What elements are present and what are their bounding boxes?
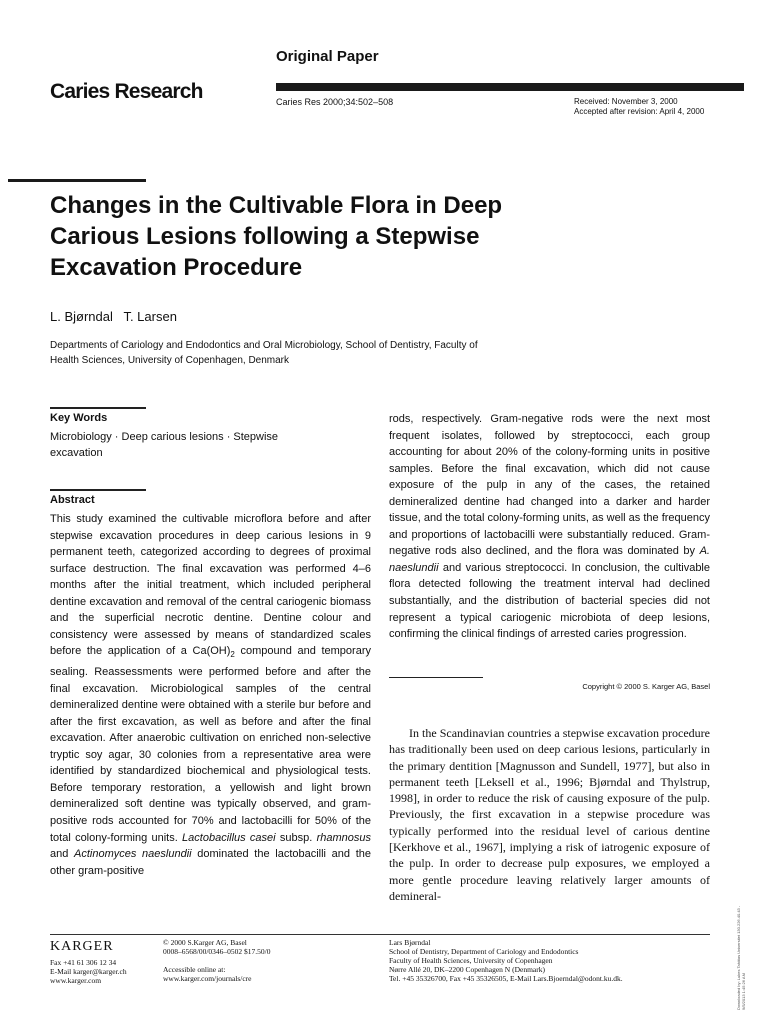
abstract-segment: and various streptococci. In conclusion, the cultivable flora detected following the treatment interval had declined substantially, and the distribution of bacterial species did not represent a typical cariogenic microbiota of deep lesions, confirming the clinical findings of arrested caries progression. (389, 561, 710, 641)
publisher-website-link[interactable]: www.karger.com (50, 976, 102, 985)
download-stamp: Downloaded by: Lukes Tahitias Universitet 130.226.40.43 - 9/5/2013 1:45:26 AM (736, 905, 746, 1010)
rights-line: 0008–6568/00/0346–0502 $17.50/0 (163, 947, 271, 956)
correspondence-address (389, 938, 623, 983)
rights-info (163, 938, 271, 983)
affiliation (50, 338, 550, 368)
accepted-date: Accepted after revision: April 4, 2000 (574, 107, 705, 116)
journal-logo[interactable]: Caries Research (50, 80, 203, 103)
correspondence-line: Faculty of Health Sciences, University of Copenhagen (389, 956, 553, 965)
keywords-list (50, 429, 350, 461)
header-rule (276, 83, 744, 91)
publisher-contact (50, 958, 127, 985)
publisher-logo[interactable]: KARGER (50, 939, 114, 954)
abstract-heading: Abstract (50, 494, 95, 506)
affiliation-line: Departments of Cariology and Endodontics and Oral Microbiology, School of Dentistry, Faculty of (50, 340, 478, 351)
affiliation-line: Health Sciences, University of Copenhagen, Denmark (50, 355, 290, 366)
correspondence-line: Lars Bjørndal (389, 938, 431, 947)
abstract-continuation (389, 411, 710, 643)
publisher-email-link[interactable]: E-Mail karger@karger.ch (50, 967, 127, 976)
rights-line: Accessible online at: (163, 965, 226, 974)
abstract-segment: and (50, 848, 75, 861)
keywords-line: Microbiology · Deep carious lesions · Stepwise (50, 431, 279, 443)
rights-line: © 2000 S.Karger AG, Basel (163, 938, 247, 947)
title-rule (8, 179, 146, 182)
abstract-rule (50, 489, 146, 491)
journal-url-link[interactable]: www.karger.com/journals/cre (163, 974, 252, 983)
title-line: Excavation Procedure (50, 254, 303, 281)
title-line: Carious Lesions following a Stepwise (50, 223, 480, 250)
article-title (50, 190, 650, 283)
rights-spacer (163, 956, 271, 965)
abstract-segment: dominated the lactobacilli and the other gram-positive (50, 848, 371, 877)
abstract-segment: subsp. (275, 831, 317, 844)
copyright-notice: Copyright © 2000 S. Karger AG, Basel (582, 682, 710, 691)
abstract-italic: Lactobacillus casei (182, 831, 276, 844)
keywords-heading: Key Words (50, 412, 108, 424)
title-line: Changes in the Cultivable Flora in Deep (50, 192, 503, 219)
abstract-segment: rods, respectively. Gram-negative rods were the next most frequent isolates, followed by streptococci, each group accounting for about 20% of the colony-forming units in positive samples. Before the final excavation, which did not cause exposure of the pulp in any of the cases, the retained demineralized dentine had changed into a darker and harder tissue, and the total colony-forming units, as well as the frequency and proportions of lactobacilli were substantially reduced. Gram-negative rods also declined, and the flora was dominated by (389, 413, 711, 558)
keywords-rule (50, 407, 146, 409)
correspondence-line: Tel. +45 35326700, Fax +45 35326505, E-Mail Lars.Bjoerndal@odont.ku.dk. (389, 974, 623, 983)
abstract-segment: This study examined the cultivable microflora before and after stepwise excavation procedures in deep carious lesions in 9 permanent teeth, categorized according to degrees of proximal surface destruction. The final excavation was performed 4–6 months after the initial treatment, which included peripheral dentine excavation and removal of the central cariogenic biomass and the superficial necrotic dentine. Dentine colour and consistency were assessed by means of standardized scales before the application of a Ca(OH) (50, 513, 371, 658)
paper-type-label: Original Paper (276, 48, 379, 65)
citation: Caries Res 2000;34:502–508 (276, 97, 394, 107)
publisher-fax: Fax +41 61 306 12 34 (50, 958, 117, 967)
received-date: Received: November 3, 2000 (574, 97, 678, 106)
keywords-line: excavation (50, 447, 103, 459)
received-dates (574, 97, 704, 117)
authors: L. Bjørndal T. Larsen (50, 309, 177, 324)
abstract-subscript: 2 (230, 650, 235, 660)
correspondence-line: School of Dentistry, Department of Cariology and Endodontics (389, 947, 579, 956)
abstract-italic: A. naeslundii (389, 545, 710, 574)
abstract-italic: Actinomyces naeslundii (74, 848, 192, 861)
abstract-italic: rhamnosus (316, 831, 371, 844)
introduction-text: In the Scandinavian countries a stepwise excavation procedure has traditionally been used on deep carious lesions, particularly in the primary dentition [Magnusson and Sundell, 1977], but also in permanent teeth [Leksell et al., 1996; Bjørndal and Thylstrup, 1998], in order to reduce the risk of causing exposure of the pulp. Previously, the first excavation in a stepwise procedure was typically performed into the residual level of carious dentine [Kerkhove et al., 1967], implying a risk of iatrogenic exposure of the pulp. In order to decrease pulp exposures, we employed a more gentle procedure leaving relatively larger amounts of demineral- (389, 726, 710, 903)
copyright-rule (389, 677, 483, 678)
correspondence-line: Nørre Allé 20, DK–2200 Copenhagen N (Denmark) (389, 965, 546, 974)
footer-rule (50, 934, 710, 935)
abstract-text (50, 511, 371, 879)
abstract-segment: compound and temporary sealing. Reassessments were performed before and after the final excavation. Microbiological samples of the central demineralized dentine were obtained with a sterile bur before and after the first excavation, as well as before and after the final excavation. After anaerobic cultivation on enriched non-selective tryptic soy agar, 30 colonies from a representative area were identified by standardized biochemical and physiological tests. Before temporary restoration, a yellowish and light brown demineralized soft dentine was typically observed, and gram-positive rods accounted for 70% and lactobacilli for 50% of the total colony-forming units. (50, 645, 371, 844)
